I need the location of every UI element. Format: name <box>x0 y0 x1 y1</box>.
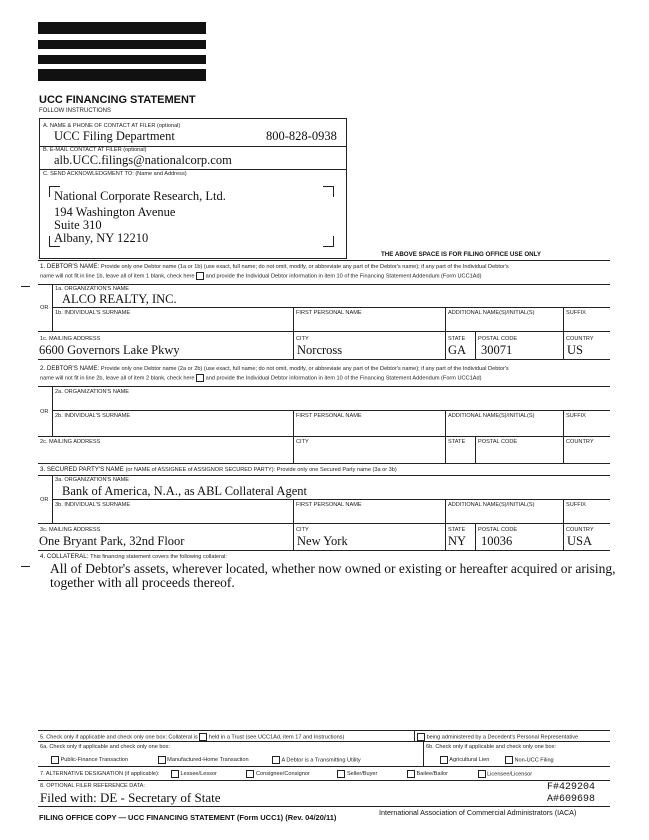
item7-lessee-checkbox[interactable] <box>171 770 179 778</box>
debtor2-heading: 2. DEBTOR'S NAME: <box>40 365 100 372</box>
secured-mail-label: 3c. MAILING ADDRESS <box>40 527 101 533</box>
item5-text: 5. Check only if applicable and check only one box: Collateral is <box>40 734 198 741</box>
item7-opt-4: Bailee/Bailor <box>416 771 448 778</box>
secured-or: OR <box>40 497 49 503</box>
header-bar <box>38 55 206 64</box>
contact-a-name[interactable]: UCC Filing Department <box>54 129 175 143</box>
secured-postal-label: POSTAL CODE <box>478 527 518 533</box>
contact-c-label: C. SEND ACKNOWLEDGMENT TO: (Name and Address) <box>43 171 187 177</box>
debtor2-state-label: STATE <box>448 439 466 445</box>
ack-line-4[interactable]: Albany, NY 12210 <box>54 231 149 245</box>
follow-instructions: FOLLOW INSTRUCTIONS <box>39 108 112 114</box>
debtor1-postal[interactable]: 30071 <box>481 343 513 357</box>
debtor2-surname-label: 2b. INDIVIDUAL'S SURNAME <box>55 413 131 419</box>
debtor1-state-label: STATE <box>448 336 466 342</box>
debtor2-individual-checkbox[interactable] <box>196 374 204 382</box>
debtor1-surname-label: 1b. INDIVIDUAL'S SURNAME <box>55 310 131 316</box>
item7-seller-checkbox[interactable] <box>337 770 345 778</box>
header-bar <box>38 69 206 81</box>
item8-ref-2: A#609698 <box>547 794 596 805</box>
secured-first-label: FIRST PERSONAL NAME <box>296 502 362 508</box>
secured-instructions: (or NAME of ASSIGNEE of ASSIGNOR SECURED PARTY): Provide only one Secured Party name (3a or 3b) <box>125 467 397 473</box>
collateral-heading: 4. COLLATERAL: <box>40 553 89 560</box>
debtor1-mail[interactable]: 6600 Governors Lake Pkwy <box>39 343 180 357</box>
secured-state[interactable]: NY <box>448 534 467 548</box>
debtor2-instructions-2b: and provide the Individual Debtor information in item 10 of the Financing Statement Addendum (Form UCC1Ad) <box>205 375 482 382</box>
item6b-text: 6b. Check only if applicable and check only one box: <box>426 744 556 750</box>
debtor1-or: OR <box>40 305 49 311</box>
secured-mail[interactable]: One Bryant Park, 32nd Floor <box>39 534 185 548</box>
item5-trust-checkbox[interactable] <box>199 733 207 741</box>
secured-org-name[interactable]: Bank of America, N.A., as ABL Collateral Agent <box>62 484 307 498</box>
item6b-opt-1: Agricultural Lien <box>449 757 490 764</box>
debtor1-mail-label: 1c. MAILING ADDRESS <box>40 336 101 342</box>
item6a-transmitting-utility-checkbox[interactable] <box>272 756 280 764</box>
debtor1-individual-checkbox[interactable] <box>196 272 204 280</box>
debtor2-mail-label: 2c. MAILING ADDRESS <box>40 439 101 445</box>
secured-org-label: 3a. ORGANIZATION'S NAME <box>55 477 130 483</box>
item8-label: 8. OPTIONAL FILER REFERENCE DATA: <box>40 783 145 789</box>
secured-heading: 3. SECURED PARTY'S NAME <box>40 466 124 473</box>
ack-line-1[interactable]: National Corporate Research, Ltd. <box>54 189 226 203</box>
item8-value[interactable]: Filed with: DE - Secretary of State <box>40 790 221 805</box>
item6b-non-ucc-checkbox[interactable] <box>505 756 513 764</box>
secured-city-label: CITY <box>296 527 309 533</box>
footer-iaca: International Association of Commercial Administrators (IACA) <box>379 808 577 817</box>
item6a-public-finance-checkbox[interactable] <box>51 756 59 764</box>
item7-consignee-checkbox[interactable] <box>246 770 254 778</box>
collateral-line-2[interactable]: together with all proceeds thereof. <box>50 575 235 590</box>
contact-a-phone[interactable]: 800-828-0938 <box>266 129 337 143</box>
debtor2-city-label: CITY <box>296 439 309 445</box>
ack-line-2[interactable]: 194 Washington Avenue <box>54 205 176 219</box>
debtor1-addl-label: ADDITIONAL NAME(S)/INITIAL(S) <box>448 310 535 316</box>
secured-surname-label: 3b. INDIVIDUAL'S SURNAME <box>55 502 131 508</box>
debtor2-org-label: 2a. ORGANIZATION'S NAME <box>55 389 130 395</box>
secured-postal[interactable]: 10036 <box>481 534 513 548</box>
header-bar <box>38 22 206 34</box>
footer-form-id: FILING OFFICE COPY — UCC FINANCING STATEMENT (Form UCC1) (Rev. 04/20/11) <box>39 813 337 822</box>
form-title: UCC FINANCING STATEMENT <box>39 94 196 106</box>
item7-opt-3: Seller/Buyer <box>346 771 378 778</box>
contact-a-label: A. NAME & PHONE OF CONTACT AT FILER (optional) <box>43 123 181 129</box>
debtor1-heading: 1. DEBTOR'S NAME: <box>40 263 100 270</box>
debtor2-country-label: COUNTRY <box>566 439 594 445</box>
item5-decedent-label: being administered by a Decedent's Personal Representative <box>426 734 579 741</box>
collateral-line-1[interactable]: All of Debtor's assets, wherever located, whether now owned or existing or hereafter acquired or arising, <box>50 561 616 576</box>
item8-ref-1: F#429204 <box>547 782 596 793</box>
debtor2-addl-label: ADDITIONAL NAME(S)/INITIAL(S) <box>448 413 535 419</box>
header-bar <box>38 40 206 49</box>
debtor1-instructions: Provide only one Debtor name (1a or 1b) (use exact, full name; do not omit, modify, or abbreviate any part of the Debtor's name); if any part of the Individual Debtor's <box>100 264 509 270</box>
item7-opt-2: Consignee/Consignor <box>256 771 310 778</box>
filing-office-space-note: THE ABOVE SPACE IS FOR FILING OFFICE USE ONLY <box>381 251 541 258</box>
secured-city[interactable]: New York <box>297 534 348 548</box>
debtor1-suffix-label: SUFFIX <box>566 310 586 316</box>
margin-tick <box>21 566 30 567</box>
debtor2-instructions: Provide only one Debtor name (2a or 2b) (use exact, full name; do not omit, modify, or abbreviate any part of the Debtor's name); if any part of the Individual Debtor's <box>100 366 509 372</box>
secured-suffix-label: SUFFIX <box>566 502 586 508</box>
debtor2-postal-label: POSTAL CODE <box>478 439 518 445</box>
margin-tick <box>21 286 30 287</box>
debtor1-state[interactable]: GA <box>448 343 467 357</box>
debtor1-country[interactable]: US <box>567 343 583 357</box>
item6a-opt-3: A Debtor is a Transmitting Utility <box>281 757 361 764</box>
secured-country[interactable]: USA <box>567 534 593 548</box>
item7-text: 7. ALTERNATIVE DESIGNATION (if applicable): <box>40 771 160 778</box>
secured-addl-label: ADDITIONAL NAME(S)/INITIAL(S) <box>448 502 535 508</box>
debtor1-instructions-2a: name will not fit in line 1b, leave all of item 1 blank, check here <box>40 273 195 280</box>
debtor1-first-label: FIRST PERSONAL NAME <box>296 310 362 316</box>
contact-b-label: B. E-MAIL CONTACT AT FILER (optional) <box>43 147 147 153</box>
debtor1-city-label: CITY <box>296 336 309 342</box>
debtor1-postal-label: POSTAL CODE <box>478 336 518 342</box>
item5-trust-label: held in a Trust (see UCC1Ad, item 17 and Instructions) <box>208 734 345 741</box>
item6b-opt-2: Non-UCC Filing <box>514 757 554 764</box>
item6a-text: 6a. Check only if applicable and check only one box: <box>40 744 170 750</box>
debtor2-suffix-label: SUFFIX <box>566 413 586 419</box>
item6a-opt-1: Public-Finance Transaction <box>60 757 129 764</box>
item6b-agricultural-lien-checkbox[interactable] <box>440 756 448 764</box>
secured-state-label: STATE <box>448 527 466 533</box>
contact-b-email[interactable]: alb.UCC.filings@nationalcorp.com <box>54 153 232 167</box>
collateral-instructions: This financing statement covers the following collateral: <box>90 554 227 560</box>
debtor2-or: OR <box>40 409 49 415</box>
item6a-opt-2: Manufactured-Home Transaction <box>167 757 249 764</box>
item7-licensee-checkbox[interactable] <box>478 770 486 778</box>
debtor1-instructions-2b: and provide the Individual Debtor information in item 10 of the Financing Statement Addendum (Form UCC1Ad) <box>205 273 482 280</box>
debtor1-org-name[interactable]: ALCO REALTY, INC. <box>62 292 177 306</box>
debtor2-first-label: FIRST PERSONAL NAME <box>296 413 362 419</box>
debtor1-country-label: COUNTRY <box>566 336 594 342</box>
item7-bailee-checkbox[interactable] <box>407 770 415 778</box>
item7-opt-5: Licensee/Licensor <box>487 771 533 778</box>
item5-decedent-checkbox[interactable] <box>417 733 425 741</box>
debtor2-instructions-2a: name will not fit in line 2b, leave all of item 2 blank, check here <box>40 375 195 382</box>
secured-country-label: COUNTRY <box>566 527 594 533</box>
debtor1-city[interactable]: Norcross <box>297 343 343 357</box>
debtor1-org-label: 1a. ORGANIZATION'S NAME <box>55 286 130 292</box>
item6a-manufactured-home-checkbox[interactable] <box>158 756 166 764</box>
item7-opt-1: Lessee/Lessor <box>180 771 217 778</box>
ack-line-3[interactable]: Suite 310 <box>54 218 102 232</box>
